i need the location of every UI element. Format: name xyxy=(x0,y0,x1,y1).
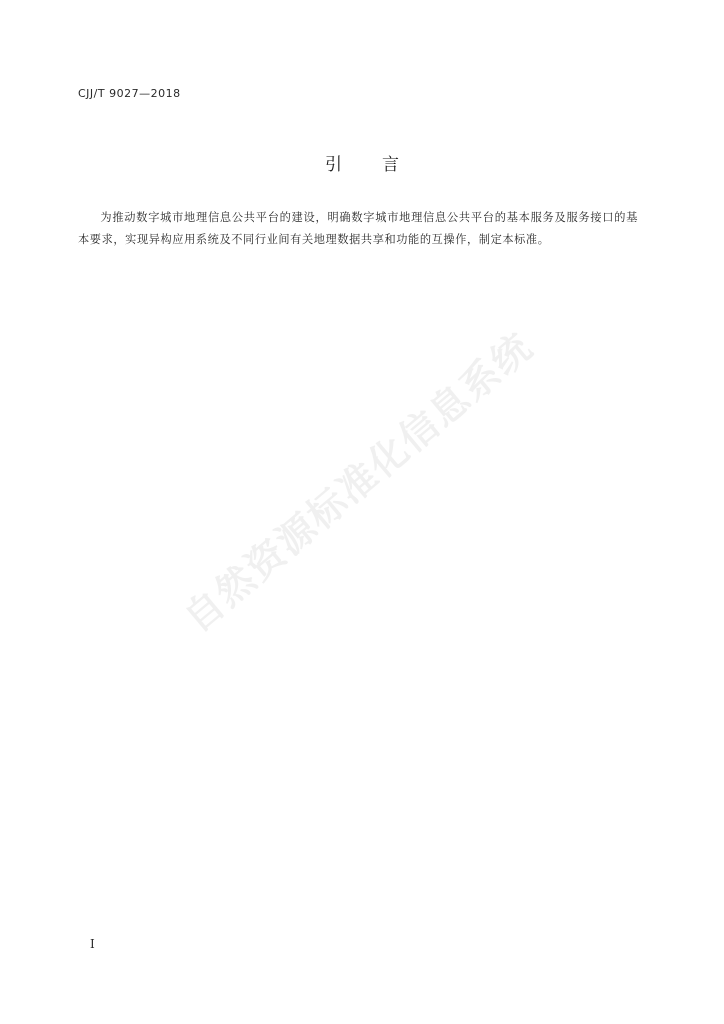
standard-code-header: CJJ/T 9027—2018 xyxy=(78,87,181,100)
watermark-text: 自然资源标准化信息系统 xyxy=(175,324,542,641)
page-number: I xyxy=(90,937,95,951)
title-char-2: 言 xyxy=(382,155,399,175)
introduction-paragraph: 为推动数字城市地理信息公共平台的建设，明确数字城市地理信息公共平台的基本服务及服务接口的基本要求，实现异构应用系统及不同行业间有关地理数据共享和功能的互操作，制定本标准。 xyxy=(78,211,638,246)
section-title xyxy=(0,150,724,175)
title-char-1: 引 xyxy=(325,155,342,175)
